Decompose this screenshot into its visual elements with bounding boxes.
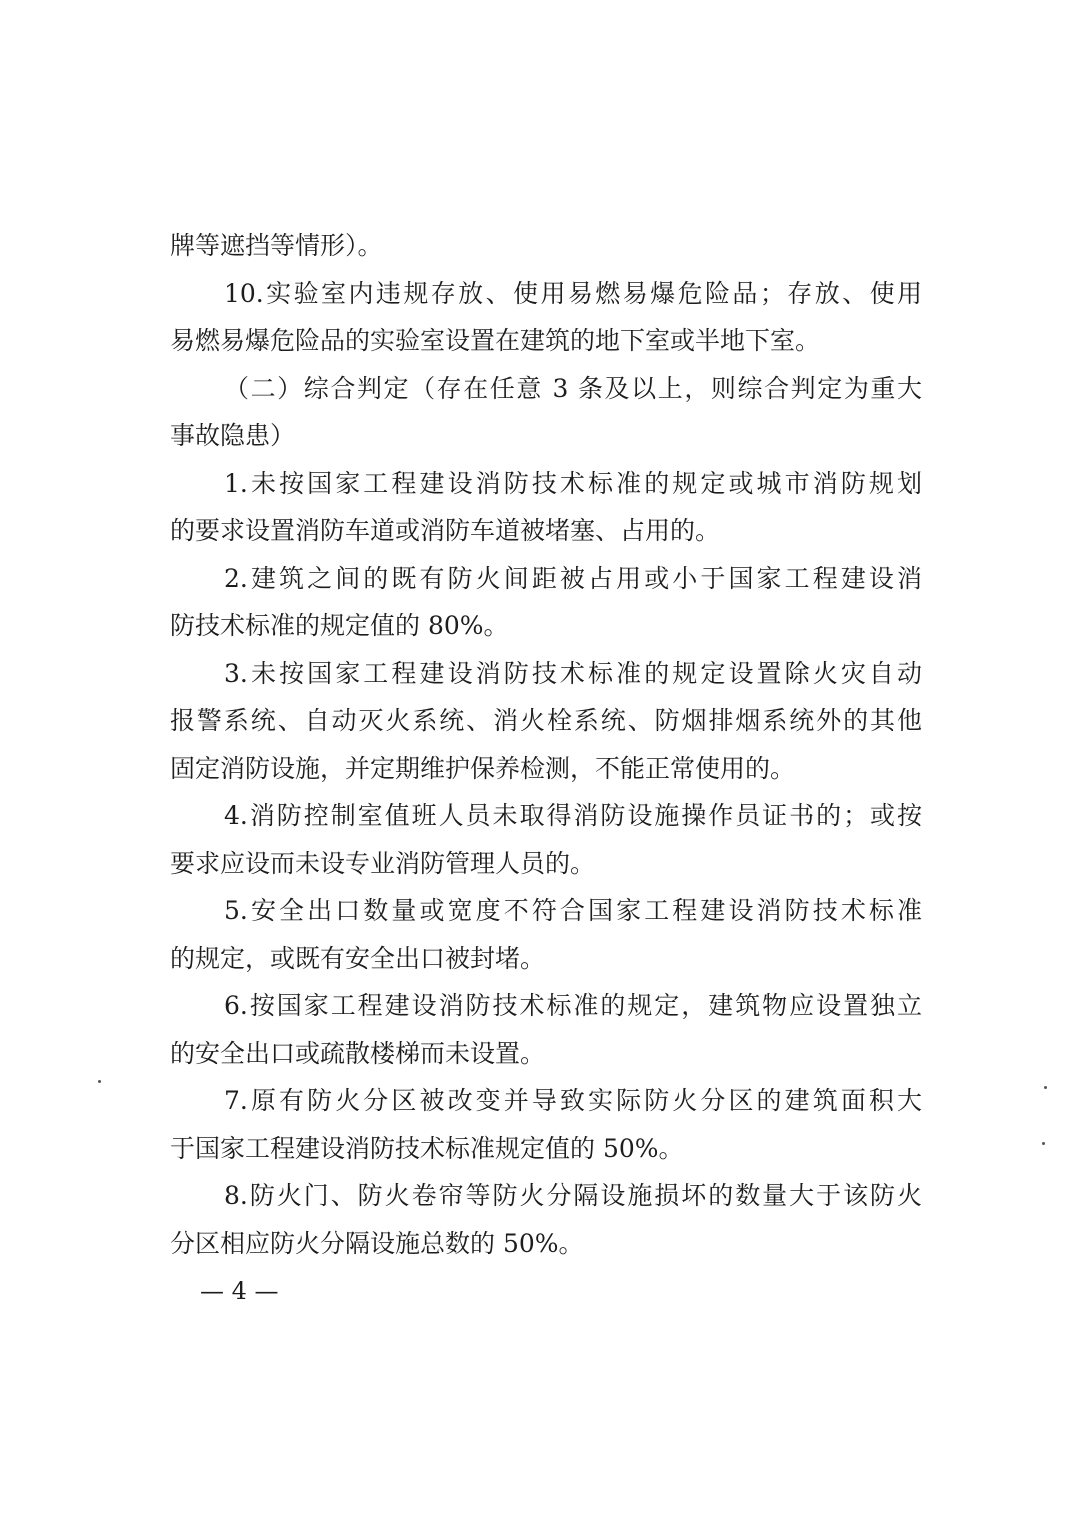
paragraph-line: 8.防火门、防火卷帘等防火分隔设施损坏的数量大于该防火: [224, 1181, 922, 1210]
paragraph-line: 的规定，或既有安全出口被封堵。: [170, 943, 546, 973]
page-number: — 4 —: [200, 1277, 279, 1305]
body-text: [170, 222, 922, 1267]
paragraph-line: 1.未按国家工程建设消防技术标准的规定或城市消防规划: [224, 468, 922, 498]
paragraph-line: 分区相应防火分隔设施总数的 50%。: [170, 1228, 584, 1258]
scan-speck: [98, 1080, 101, 1083]
paragraph-line: 5.安全出口数量或宽度不符合国家工程建设消防技术标准: [224, 896, 922, 925]
scan-speck: [1042, 1142, 1045, 1145]
paragraph-line: 的要求设置消防车道或消防车道被堵塞、占用的。: [170, 516, 721, 545]
scan-speck: [1044, 1086, 1047, 1089]
paragraph-line: 防技术标准的规定值的 80%。: [170, 611, 509, 640]
paragraph-line: 3.未按国家工程建设消防技术标准的规定设置除火灾自动: [224, 658, 922, 688]
paragraph-line: 4.消防控制室值班人员未取得消防设施操作员证书的；或按: [224, 801, 922, 830]
paragraph-line: 7.原有防火分区被改变并导致实际防火分区的建筑面积大: [224, 1086, 922, 1115]
paragraph-line: 于国家工程建设消防技术标准规定值的 50%。: [170, 1133, 684, 1163]
paragraph-line: 固定消防设施，并定期维护保养检测，不能正常使用的。: [170, 753, 796, 783]
paragraph-line: 报警系统、自动灭火系统、消火栓系统、防烟排烟系统外的其他: [170, 706, 922, 735]
paragraph-line: 牌等遮挡等情形）。: [170, 231, 383, 260]
paragraph-line: 要求应设而未设专业消防管理人员的。: [170, 848, 596, 878]
paragraph-line: 易燃易爆危险品的实验室设置在建筑的地下室或半地下室。: [170, 326, 821, 355]
paragraph-line: 10.实验室内违规存放、使用易燃易爆危险品；存放、使用: [224, 278, 922, 308]
section-heading-line: 事故隐患）: [170, 421, 296, 450]
paragraph-line: 6.按国家工程建设消防技术标准的规定，建筑物应设置独立: [224, 991, 922, 1020]
paragraph-line: 的安全出口或疏散楼梯而未设置。: [170, 1038, 546, 1068]
paragraph-line: 2.建筑之间的既有防火间距被占用或小于国家工程建设消: [224, 563, 922, 593]
section-heading-line: （二）综合判定（存在任意 3 条及以上，则综合判定为重大: [224, 373, 922, 403]
